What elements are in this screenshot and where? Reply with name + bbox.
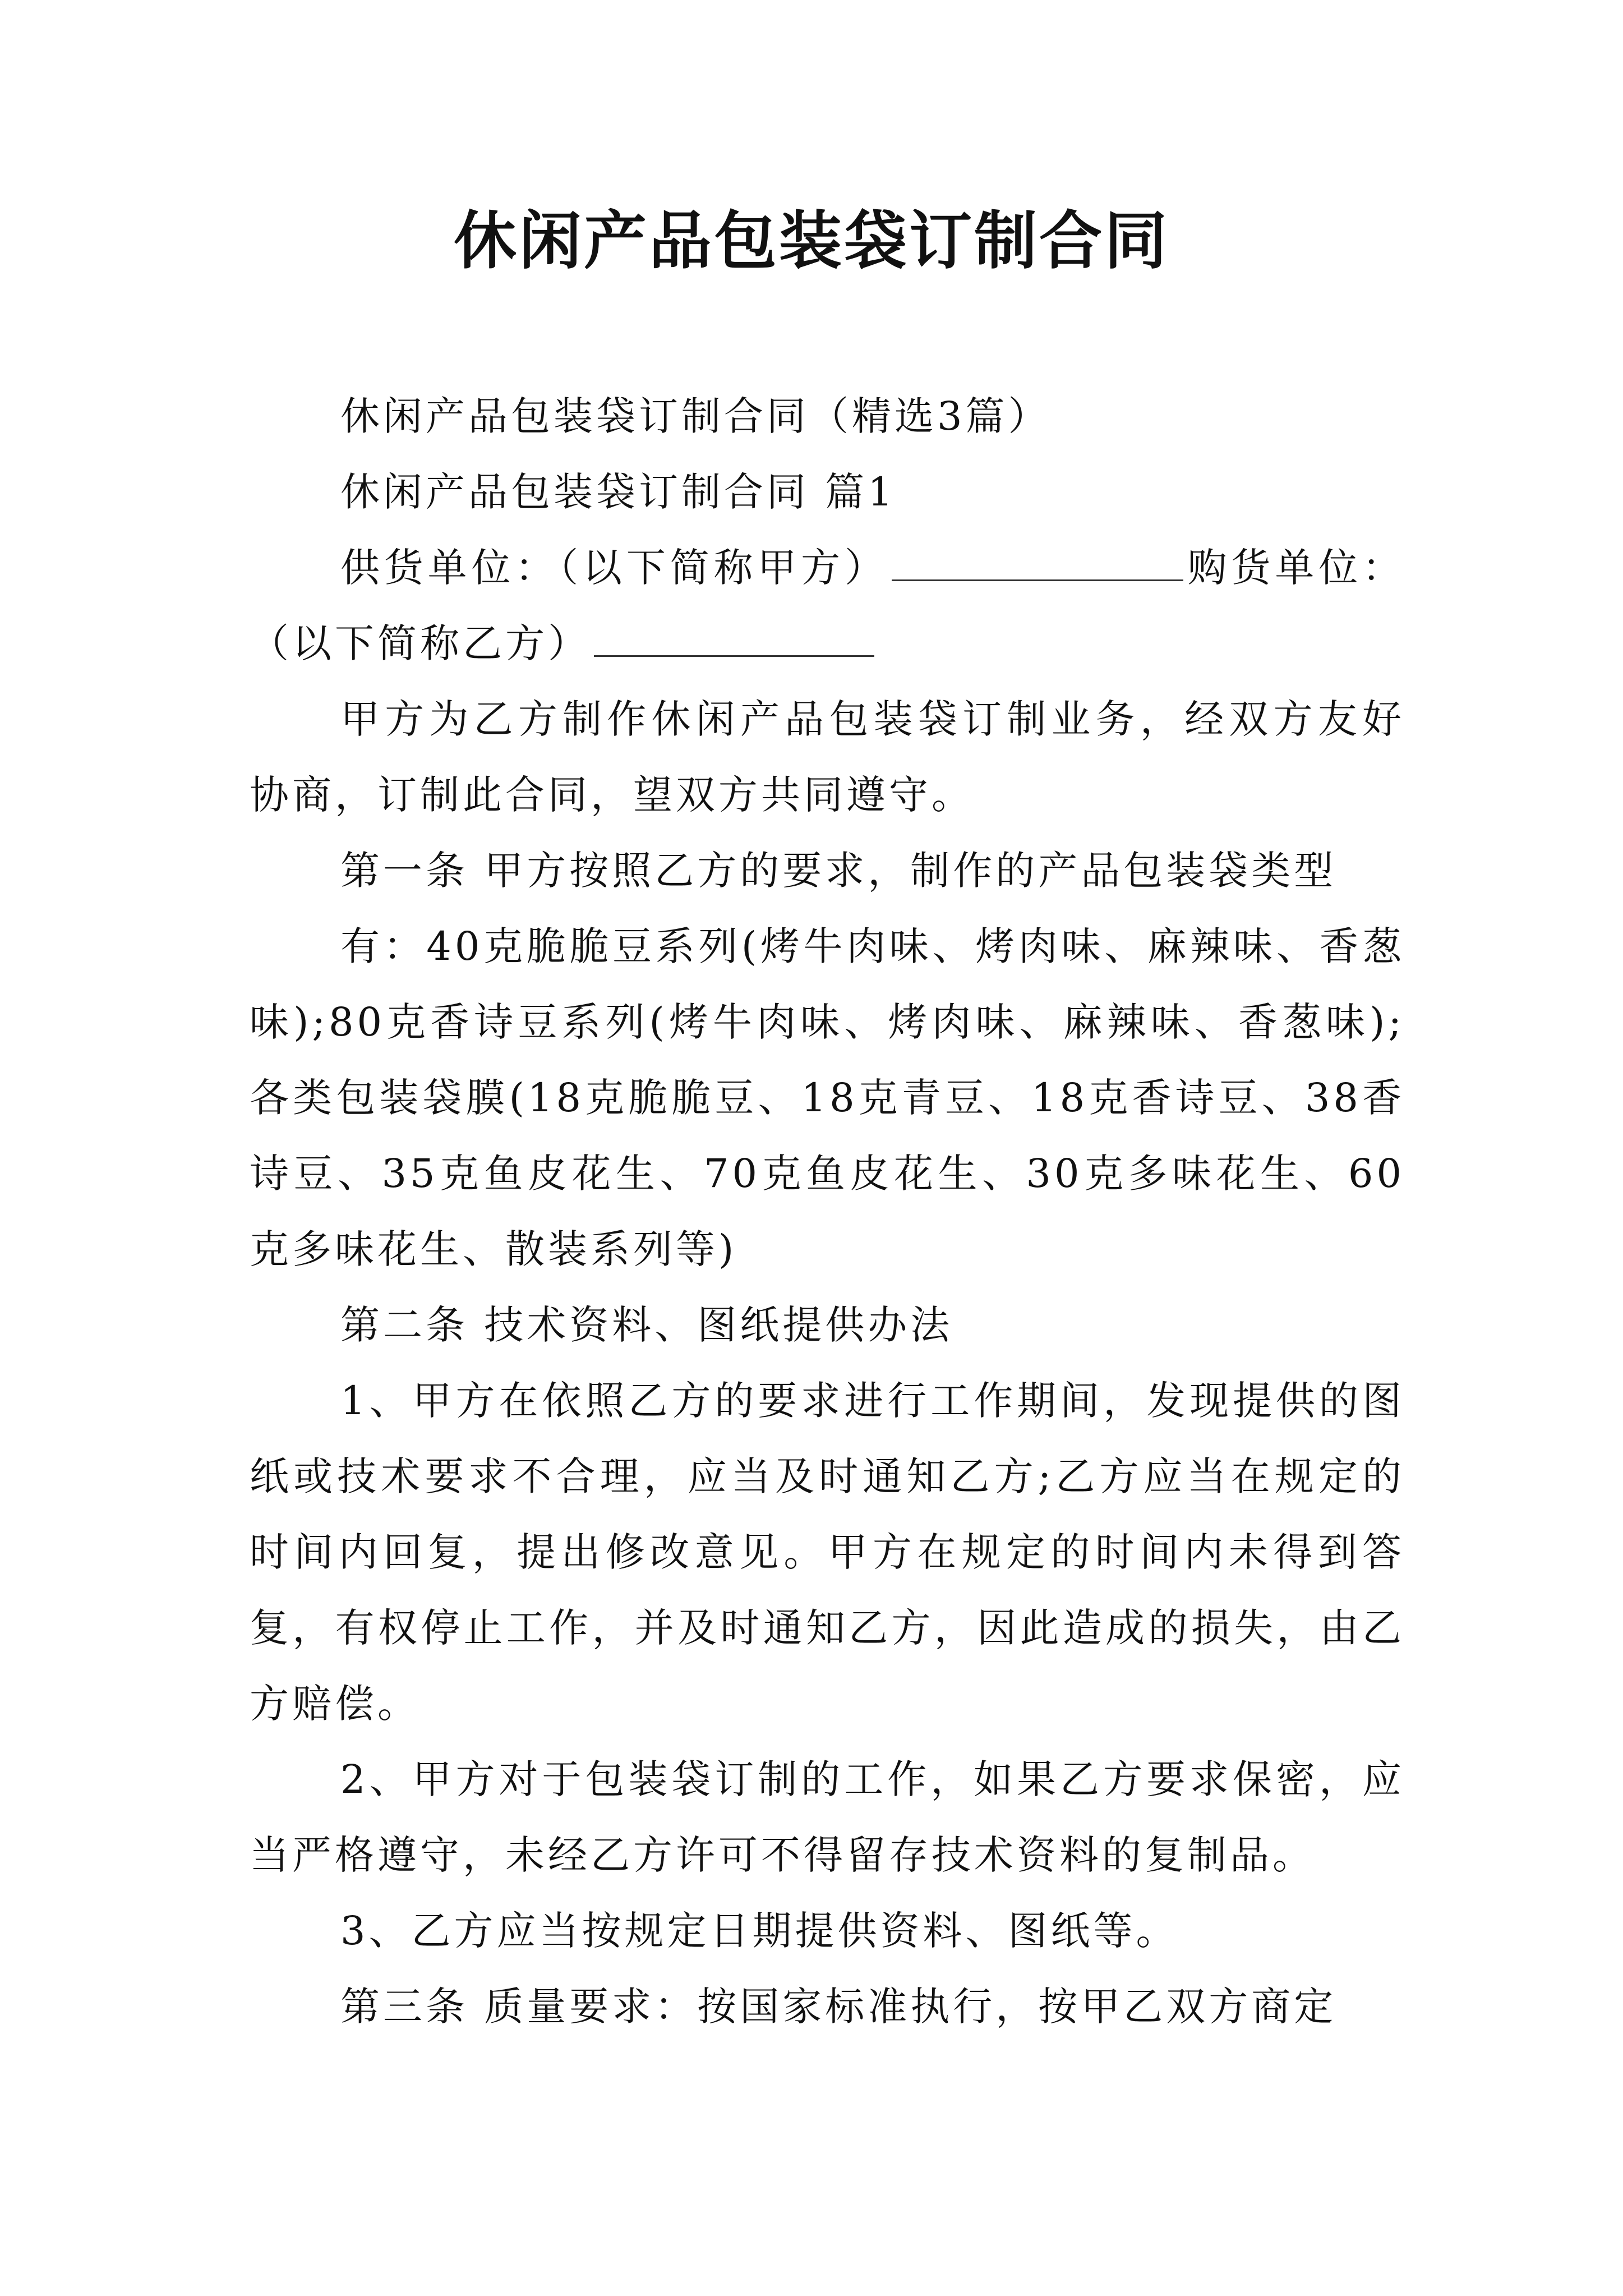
subtitle-paragraph: 休闲产品包装袋订制合同（精选3篇） <box>340 393 1051 439</box>
article1-heading-paragraph: 第一条 甲方按照乙方的要求，制作的产品包装袋类型 <box>340 848 1337 894</box>
article2-heading-paragraph: 第二条 技术资料、图纸提供办法 <box>340 1302 953 1348</box>
document-title: 休闲产品包装袋订制合同 <box>454 205 1169 278</box>
document-body <box>250 379 1405 2045</box>
buyer-blank-line <box>594 611 874 657</box>
article2-item1-paragraph: 1、甲方在依照乙方的要求进行工作期间，发现提供的图纸或技术要求不合理，应当及时通知乙方;乙方应当在规定的时间内回复，提出修改意见。甲方在规定的时间内未得到答复，有权停止工作，并及时通知乙方，因此造成的损失，由乙方赔偿。 <box>250 1378 1405 1727</box>
supplier-blank-line <box>892 536 1183 581</box>
part-heading-paragraph: 休闲产品包装袋订制合同 篇1 <box>340 469 896 515</box>
parties-paragraph <box>250 530 1405 682</box>
article1-body-paragraph: 有：40克脆脆豆系列(烤牛肉味、烤肉味、麻辣味、香葱味);80克香诗豆系列(烤牛肉味、烤肉味、麻辣味、香葱味);各类包装袋膜(18克脆脆豆、18克青豆、18克香诗豆、38香诗豆、35克鱼皮花生、70克鱼皮花生、30克多味花生、60克多味花生、散装系列等) <box>250 923 1405 1272</box>
intro-paragraph: 甲方为乙方制作休闲产品包装袋订制业务，经双方友好协商，订制此合同，望双方共同遵守。 <box>250 696 1405 818</box>
supplier-label: 供货单位：（以下简称甲方） <box>340 545 888 591</box>
article2-item2-paragraph: 2、甲方对于包装袋订制的工作，如果乙方要求保密，应当严格遵守，未经乙方许可不得留存技术资料的复制品。 <box>250 1756 1405 1878</box>
article2-item3-paragraph: 3、乙方应当按规定日期提供资料、图纸等。 <box>340 1908 1179 1954</box>
article3-heading-paragraph: 第三条 质量要求：按国家标准执行，按甲乙双方商定 <box>340 1984 1337 2030</box>
buyer-label: 购货单位：（以下简称乙方） <box>250 545 1405 666</box>
